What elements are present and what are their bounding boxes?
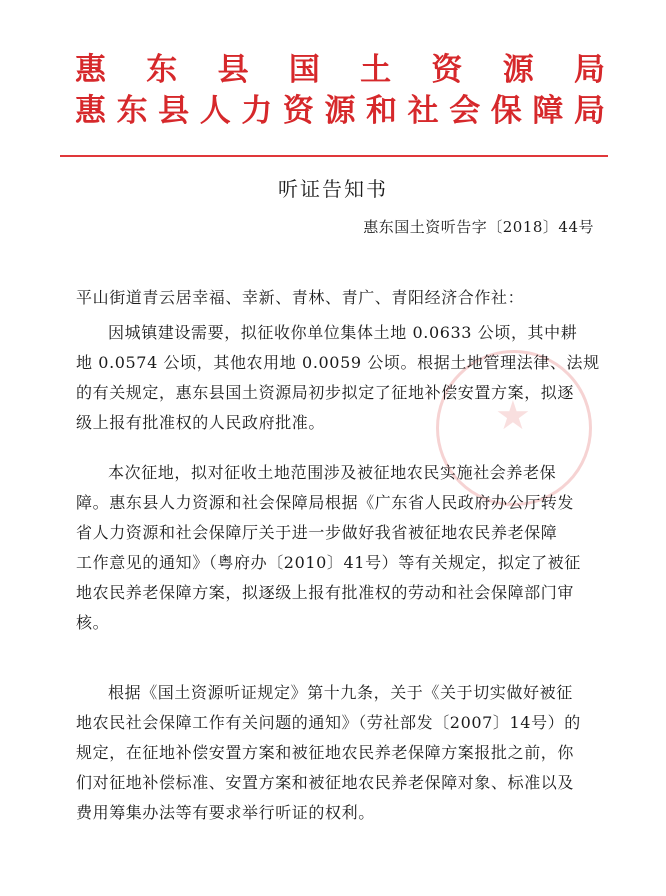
header-char: 惠 xyxy=(75,93,106,129)
document-title: 听证告知书 xyxy=(278,177,388,201)
issuing-authority-land-bureau xyxy=(75,52,605,88)
issuing-authority-hr-bureau xyxy=(75,93,605,129)
paragraph-line: 地 0.0574 公顷，其他农用地 0.0059 公顷。根据土地管理法律、法规 xyxy=(76,353,600,372)
document-number: 惠东国土资听告字〔2018〕44号 xyxy=(363,218,594,236)
header-char: 局 xyxy=(573,93,605,129)
header-char: 社 xyxy=(407,93,439,129)
paragraph-line: 核。 xyxy=(76,613,110,632)
header-char: 资 xyxy=(282,93,314,129)
header-char: 东 xyxy=(146,52,178,88)
header-char: 人 xyxy=(199,93,231,129)
header-char: 惠 xyxy=(75,52,106,88)
paragraph-line: 们对征地补偿标准、安置方案和被征地农民养老保障对象、标准以及 xyxy=(76,773,575,792)
paragraph-line: 费用筹集办法等有要求举行听证的权利。 xyxy=(76,803,375,822)
paragraph-line: 省人力资源和社会保障厅关于进一步做好我省被征地农民养老保障 xyxy=(76,523,558,542)
header-char: 东 xyxy=(116,93,148,129)
header-char: 土 xyxy=(360,52,392,88)
header-char: 局 xyxy=(573,52,605,88)
paragraph-line: 地农民养老保障方案，拟逐级上报有批准权的劳动和社会保障部门审 xyxy=(76,583,575,602)
paragraph-line: 的有关规定，惠东县国土资源局初步拟定了征地补偿安置方案，拟逐 xyxy=(76,383,575,402)
paragraph-land-acquisition xyxy=(76,318,600,438)
header-char: 和 xyxy=(366,93,398,129)
seal-star-icon: ★ xyxy=(495,393,531,439)
header-char: 县 xyxy=(158,93,190,129)
paragraph-line: 根据《国土资源听证规定》第十九条，关于《关于切实做好被征 xyxy=(108,683,573,702)
red-divider xyxy=(60,155,608,157)
header-char: 资 xyxy=(431,52,463,88)
header-char: 会 xyxy=(449,93,481,129)
paragraph-line: 规定，在征地补偿安置方案和被征地农民养老保障方案报批之前，你 xyxy=(76,743,575,762)
header-char: 力 xyxy=(241,93,273,129)
paragraph-line: 本次征地，拟对征收土地范围涉及被征地农民实施社会养老保 xyxy=(108,463,557,482)
paragraph-line: 级上报有批准权的人民政府批准。 xyxy=(76,413,326,432)
paragraph-line: 障。惠东县人力资源和社会保障局根据《广东省人民政府办公厅转发 xyxy=(76,493,575,512)
header-char: 源 xyxy=(324,93,356,129)
paragraph-pension-security xyxy=(76,458,596,638)
paragraph-line: 地农民社会保障工作有关问题的通知》（劳社部发〔2007〕14号）的 xyxy=(76,713,581,732)
paragraph-line: 工作意见的通知》（粤府办〔2010〕41号）等有关规定，拟定了被征 xyxy=(76,553,581,572)
header-char: 障 xyxy=(532,93,564,129)
header-char: 保 xyxy=(490,93,522,129)
header-char: 国 xyxy=(288,52,320,88)
header-char: 源 xyxy=(502,52,534,88)
header-char: 县 xyxy=(217,52,249,88)
paragraph-hearing-rights xyxy=(76,678,596,828)
addressee: 平山街道青云居幸福、幸新、青林、青广、青阳经济合作社： xyxy=(76,288,525,307)
paragraph-line: 因城镇建设需要，拟征收你单位集体土地 0.0633 公顷，其中耕 xyxy=(108,323,578,342)
